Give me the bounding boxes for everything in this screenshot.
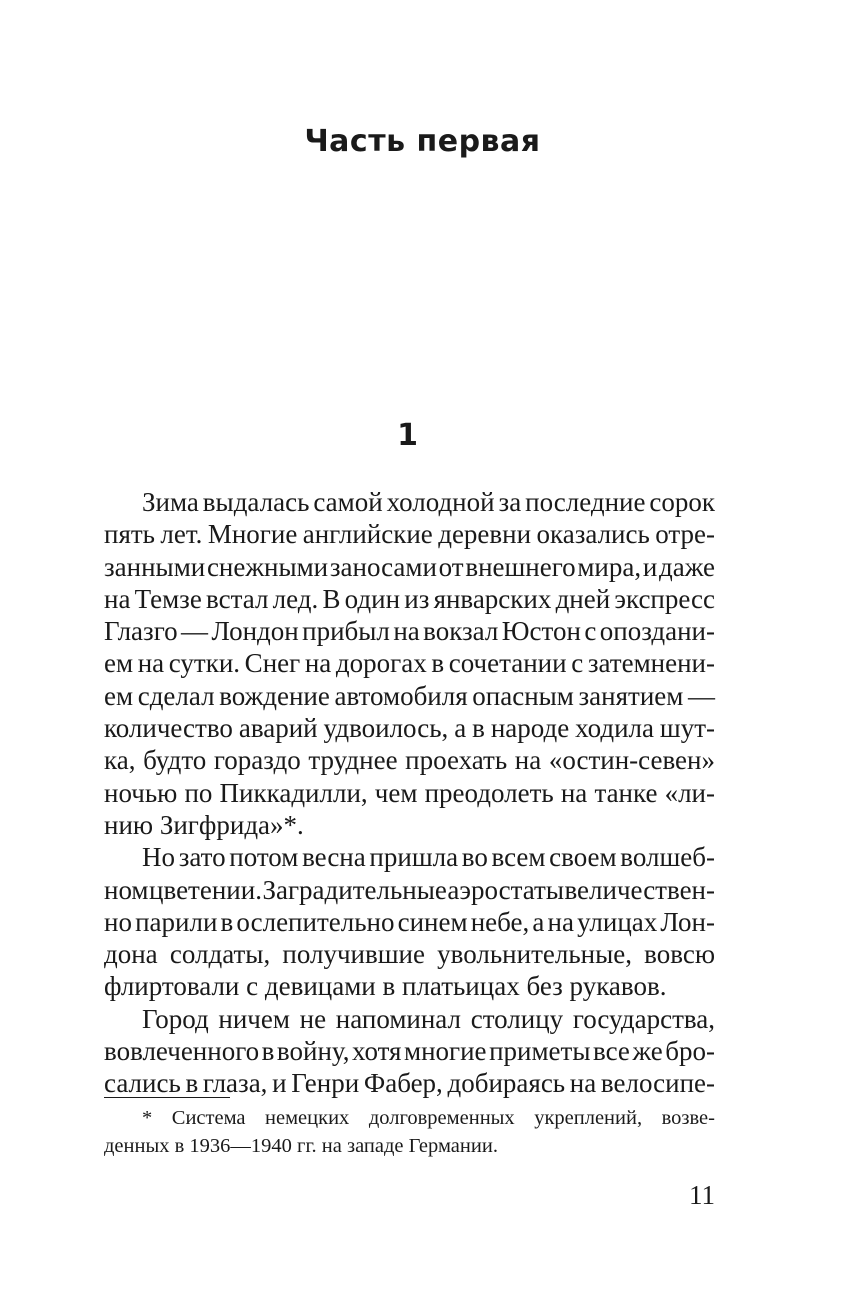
text-line: на Темзе встал лед. В один из январских дней экспресс: [104, 583, 715, 614]
text-line: пять лет. Многие английские деревни оказались отре-: [104, 519, 715, 550]
text-line: но парили в ослепительно синем небе, а на улицах Лон-: [104, 906, 715, 937]
page-number: 11: [689, 1180, 715, 1210]
text-line: вовлеченного в войну, хотя многие приметы все же бро-: [104, 1036, 715, 1067]
footnote-line: денных в 1936—1940 гг. на западе Германии.: [104, 1135, 498, 1157]
body-text: [104, 486, 715, 1100]
text-line: Но зато потом весна пришла во всем своем волшеб-: [142, 842, 715, 873]
text-line: Зима выдалась самой холодной за последние сорок: [142, 487, 715, 517]
text-line: нию Зигфрида»*.: [104, 809, 304, 840]
text-line: ем на сутки. Снег на дорогах в сочетании с затемнени-: [104, 648, 715, 679]
text-line: занными снежными заносами от внешнего мира, и даже: [104, 551, 715, 582]
text-line: Город ничем не напоминал столицу государства,: [142, 1003, 715, 1034]
text-line: сались в глаза, и Генри Фабер, добираясь на велосипе-: [104, 1068, 715, 1099]
text-line: ем сделал вождение автомобиля опасным занятием —: [104, 680, 715, 711]
text-line: количество аварий удвоилось, а в народе ходила шут-: [104, 713, 715, 744]
footnote-divider: [104, 1097, 230, 1098]
text-line: ночью по Пиккадилли, чем преодолеть на танке «ли-: [104, 777, 715, 808]
text-line: ном цветении. Заградительные аэростаты величествен-: [104, 874, 715, 905]
part-title: Часть первая: [304, 124, 541, 159]
footnote-line: * Система немецких долговременных укреплений, возве-: [142, 1107, 715, 1129]
chapter-number: 1: [397, 418, 418, 453]
text-line: ка, будто гораздо труднее проехать на «остин-севен»: [104, 745, 715, 776]
text-line: флиртовали с девицами в платьицах без рукавов.: [104, 971, 667, 1002]
text-line: дона солдаты, получившие увольнительные, вовсю: [104, 939, 715, 970]
text-line: Глазго — Лондон прибыл на вокзал Юстон с опоздани-: [104, 616, 715, 647]
footnote: [104, 1104, 715, 1160]
